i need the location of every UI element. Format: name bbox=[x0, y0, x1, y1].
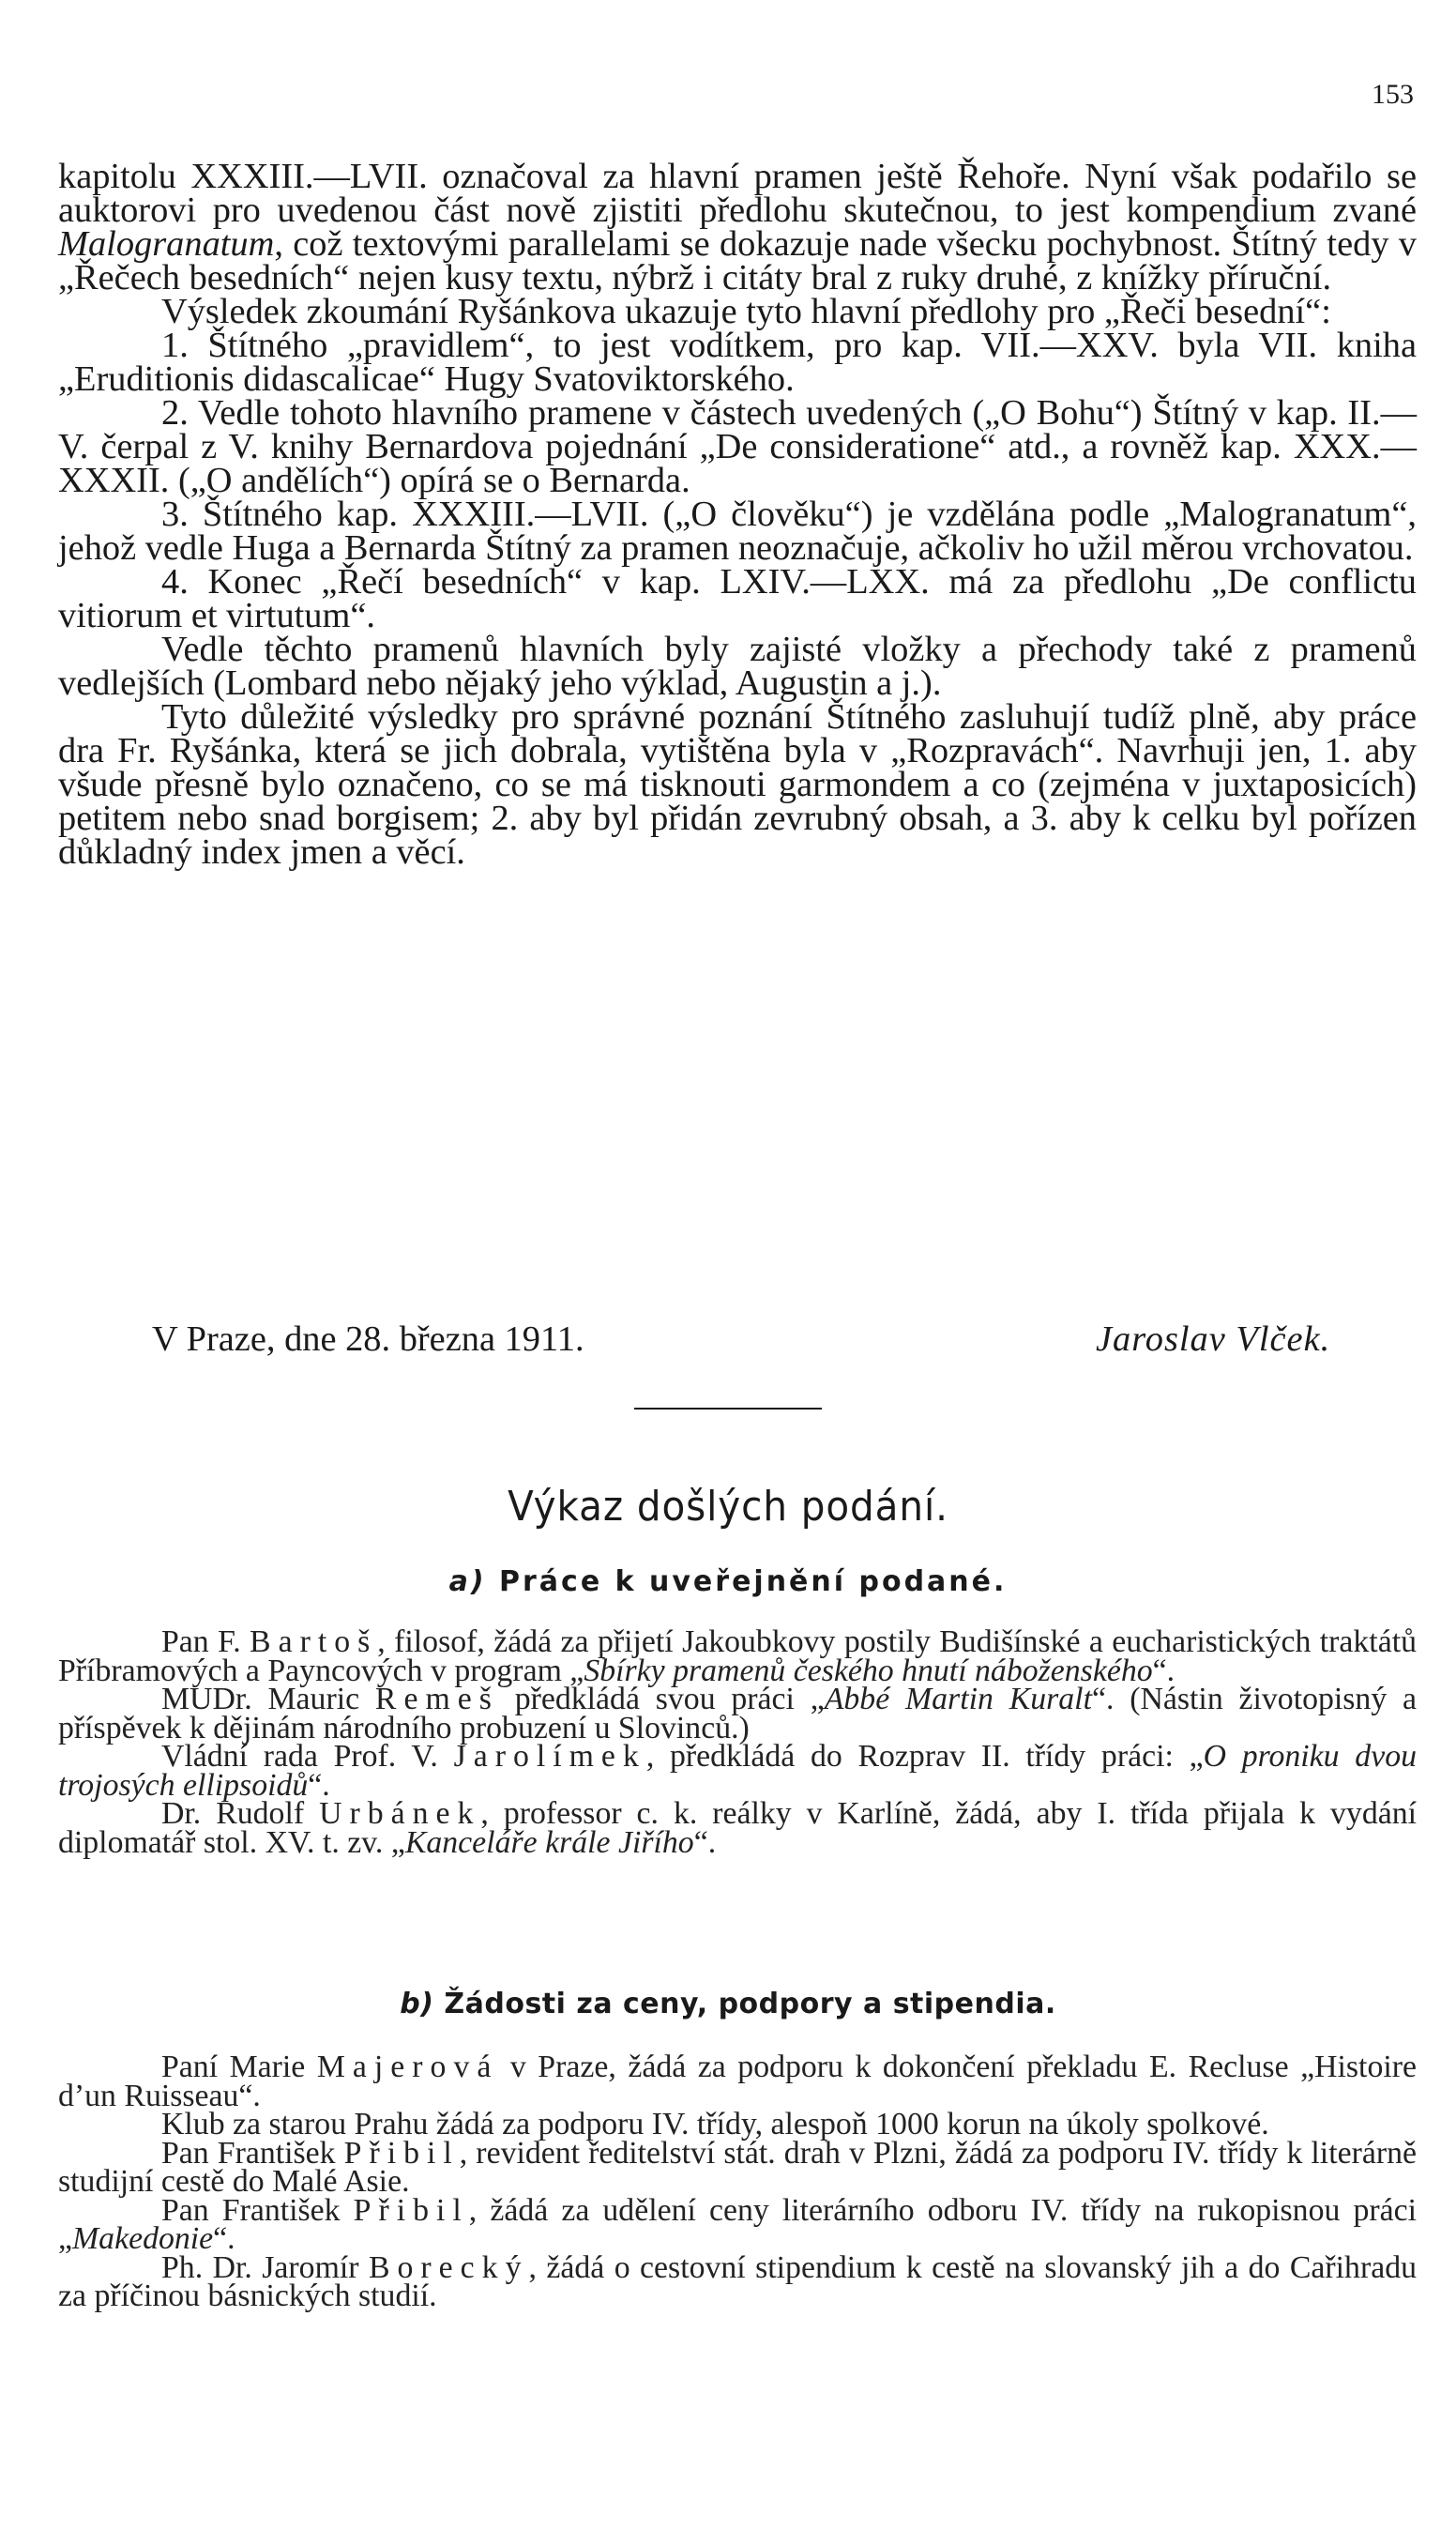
list-item: 1. Štítného „pravidlem“, to jest vodítkem, pro kap. VII.—XXV. byla VII. kniha „Eruditionis didascalicae“ Hugy Svatoviktorského. bbox=[58, 326, 1417, 399]
list-item: Klub za starou Prahu žádá za podporu IV. třídy, alespoň 1000 korun na úkoly spolkové. bbox=[161, 2107, 1269, 2141]
person-name: Přibil bbox=[353, 2192, 469, 2228]
page-number: 153 bbox=[1372, 79, 1414, 110]
list-item: Dr. Rudolf Urbánek, professor c. k. reálky v Karlíně, žádá, aby I. třída přijala k vydání diplomatář stol. XV. t. zv. „Kanceláře krále Jiřího“. bbox=[58, 1796, 1418, 1860]
place-date: V Praze, dne 28. března 1911. bbox=[152, 1319, 584, 1359]
list-item: 3. Štítného kap. XXXIII.—LVII. („O člověku“) je vzdělána podle „Malogranatum“, jehož vedle Huga a Bernarda Štítný za pramen neoznačuje, ačkoliv ho užil měrou vrchovatou. bbox=[58, 495, 1417, 568]
paragraph: Vedle těchto pramenů hlavních byly zajisté vložky a přechody také z pramenů vedlejších (Lombard nebo nějaký jeho výklad, Augustin a j.). bbox=[58, 630, 1417, 703]
paragraph: Tyto důležité výsledky pro správné poznání Štítného zasluhují tudíž plně, aby práce dra Fr. Ryšánka, která se jich dobrala, vytištěna byla v „Rozpravách“. Navrhuji jen, 1. aby všude přesně bylo označeno, co se má tisknouti garmondem a co (zejména v juxtaposicích) petitem nebo snad borgisem; 2. aby byl přidán zevrubný obsah, a 3. aby k celku byl pořízen důkladný index jmen a věcí. bbox=[58, 697, 1417, 872]
list-item: Pan František Přibil, žádá za udělení ceny literárního odboru IV. třídy na rukopisnou práci „Makedonie“. bbox=[58, 2192, 1417, 2256]
paragraph: Výsledek zkoumání Ryšánkova ukazuje tyto hlavní předlohy pro „Řeči besední“: bbox=[161, 292, 1331, 331]
signature-name: Jaroslav Vlček. bbox=[1096, 1319, 1331, 1359]
report-text bbox=[58, 157, 1417, 872]
section-heading: Výkaz došlých podání. bbox=[508, 1483, 948, 1531]
list-item: MUDr. Mauric Remeš předkládá svou práci „Abbé Martin Kuralt“. (Nástin životopisný a příspěvek k dějinám národního probuzení u Slovinců.) bbox=[58, 1682, 1418, 1745]
person-name: Urbánek bbox=[319, 1796, 481, 1831]
person-name: Remeš bbox=[374, 1682, 499, 1716]
paragraph: kapitolu XXXIII.—LVII. označoval za hlavní pramen ještě Řehoře. Nyní však podařilo se auktorovi pro uvedenou část nově zjistiti předlohu skutečnou, to jest kompendium zvané Malogranatum, což textovými parallelami se dokazuje nade všecku pochybnost. Štítný tedy v „Řečech besedních“ nejen kusy textu, nýbrž i citáty bral z ruky druhé, z knížky příruční. bbox=[58, 157, 1417, 297]
requests-list bbox=[58, 2050, 1418, 2313]
book-title: Malogranatum bbox=[58, 224, 275, 264]
list-item: 4. Konec „Řečí besedních“ v kap. LXIV.—LXX. má za předlohu „De conflictu vitiorum et virtutum“. bbox=[58, 562, 1417, 635]
list-item: Pan F. Bartoš, filosof, žádá za přijetí Jakoubkovy postily Budišínské a eucharistických traktátů Příbramových a Payncových v program „Sbírky pramenů českého hnutí náboženského“. bbox=[58, 1624, 1417, 1688]
list-item: Ph. Dr. Jaromír Borecký, žádá o cestovní stipendium k cestě na slovanský jih a do Cařihradu za příčinou básnických studií. bbox=[58, 2249, 1417, 2313]
list-item: Paní Marie Majerová v Praze, žádá za podporu k dokončení překladu E. Recluse „Histoire d’un Ruisseau“. bbox=[58, 2050, 1417, 2113]
subheading-a: a) Práce k uveřejnění podané. bbox=[448, 1565, 1008, 1598]
list-item: 2. Vedle tohoto hlavního pramene v částech uvedených („O Bohu“) Štítný v kap. II.—V. čerpal z V. knihy Bernardova pojednání „De consideratione“ atd., a rovněž kap. XXX.—XXXII. („O andělích“) opírá se o Bernarda. bbox=[58, 393, 1417, 500]
subheading-b: b) Žádosti za ceny, podpory a stipendia. bbox=[400, 1988, 1056, 2020]
list-item: Vládní rada Prof. V. Jarolímek, předkládá do Rozprav II. třídy práci: „O proniku dvou trojosých ellipsoidů“. bbox=[58, 1739, 1417, 1803]
section-divider bbox=[634, 1408, 822, 1410]
submissions-list bbox=[58, 1624, 1418, 1860]
person-name: Majerová bbox=[316, 2050, 499, 2084]
list-item: Pan František Přibil, revident ředitelství stát. drah v Plzni, žádá za podporu IV. třídy k literárně studijní cestě do Malé Asie. bbox=[58, 2135, 1418, 2199]
person-name: Jarolímek bbox=[453, 1739, 646, 1774]
person-name: Přibil bbox=[343, 2135, 460, 2171]
person-name: Bartoš bbox=[250, 1624, 378, 1659]
person-name: Borecký bbox=[368, 2249, 529, 2285]
